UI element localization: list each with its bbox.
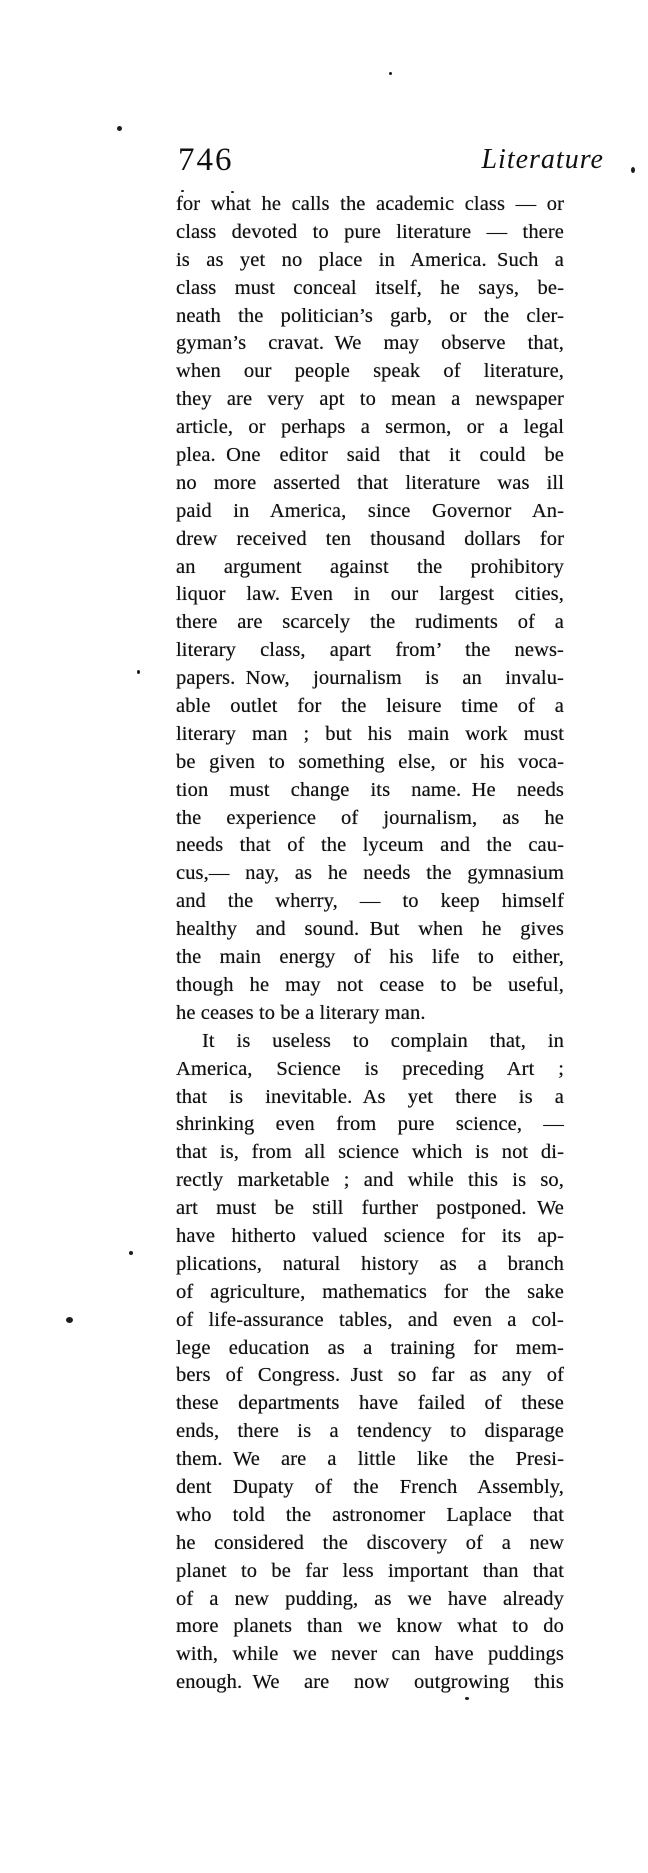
text-line: them. We are a little like the Presi- (176, 1448, 564, 1471)
text-line: of a new pudding, as we have already (176, 1587, 564, 1610)
text-line: for what he calls the academic class — or (176, 193, 564, 215)
text-line: America, Science is preceding Art ; (176, 1057, 564, 1080)
page-number: 746 (178, 142, 234, 178)
text-line: literary man ; but his main work must (176, 722, 564, 745)
text-line: they are very apt to mean a newspaper (176, 388, 564, 411)
text-line: needs that of the lyceum and the cau- (176, 834, 564, 857)
running-title: Literature (481, 144, 604, 175)
text-line: he ceases to be a literary man. (176, 1001, 426, 1024)
text-line: of life-assurance tables, and even a col- (176, 1308, 564, 1331)
text-line: class must conceal itself, he says, be- (176, 276, 564, 299)
text-line: papers. Now, journalism is an invalu- (176, 667, 564, 690)
body-text-column (176, 191, 564, 1697)
text-line: no more asserted that literature was ill (176, 471, 564, 494)
text-line: be given to something else, or his voca- (176, 750, 564, 773)
paragraph (176, 191, 564, 1028)
text-line: is as yet no place in America. Such a (176, 248, 564, 271)
text-line: article, or perhaps a sermon, or a legal (176, 416, 564, 439)
text-line: these departments have failed of these (176, 1392, 564, 1415)
text-line: of agriculture, mathematics for the sake (176, 1280, 564, 1303)
text-line: that is, from all science which is not di- (176, 1141, 564, 1164)
text-line: tion must change its name. He needs (176, 778, 564, 801)
ink-speck (117, 126, 122, 131)
text-line: who told the astronomer Laplace that (176, 1503, 564, 1526)
ink-speck (389, 72, 392, 75)
text-line: class devoted to pure literature — there (176, 220, 564, 243)
text-line: plea. One editor said that it could be (176, 444, 564, 467)
text-line: with, while we never can have puddings (176, 1643, 564, 1666)
ink-speck (181, 190, 184, 192)
text-line: neath the politician’s garb, or the cler- (176, 304, 564, 327)
text-line: cus,— nay, as he needs the gymnasium (176, 862, 564, 885)
text-line: an argument against the prohibitory (176, 555, 564, 578)
text-line: dent Dupaty of the French Assembly, (176, 1475, 564, 1498)
text-line: bers of Congress. Just so far as any of (176, 1364, 564, 1387)
running-head (176, 140, 628, 186)
text-line: gyman’s cravat. We may observe that, (176, 332, 564, 355)
text-line: and the wherry, — to keep himself (176, 890, 564, 913)
text-line: he considered the discovery of a new (176, 1531, 564, 1554)
ink-speck (231, 191, 234, 193)
text-line: that is inevitable. As yet there is a (176, 1085, 564, 1108)
text-line: plications, natural history as a branch (176, 1252, 564, 1275)
text-line: able outlet for the leisure time of a (176, 695, 564, 718)
text-line: healthy and sound. But when he gives (176, 918, 564, 941)
text-line: enough. We are now outgrowing this (176, 1671, 564, 1694)
text-line: more planets than we know what to do (176, 1615, 564, 1638)
text-line: rectly marketable ; and while this is so, (176, 1169, 564, 1192)
paragraph (176, 1028, 564, 1697)
ink-speck (66, 1317, 73, 1323)
ink-speck (137, 670, 140, 674)
text-line: lege education as a training for mem- (176, 1336, 564, 1359)
ink-speck (631, 167, 635, 173)
text-line: planet to be far less important than that (176, 1559, 564, 1582)
text-line: have hitherto valued science for its ap- (176, 1224, 564, 1247)
text-line: when our people speak of literature, (176, 360, 564, 383)
text-line: there are scarcely the rudiments of a (176, 611, 564, 634)
text-line: drew received ten thousand dollars for (176, 527, 564, 550)
text-line: shrinking even from pure science, — (176, 1113, 564, 1136)
text-line: the experience of journalism, as he (176, 806, 564, 829)
text-line: It is useless to complain that, in (202, 1029, 564, 1052)
ink-speck (129, 1251, 133, 1255)
ink-speck (465, 1697, 469, 1700)
text-line: the main energy of his life to either, (176, 946, 564, 969)
text-line: ends, there is a tendency to disparage (176, 1420, 564, 1443)
text-line: paid in America, since Governor An- (176, 499, 564, 522)
text-line: liquor law. Even in our largest cities, (176, 583, 564, 606)
text-line: art must be still further postponed. We (176, 1197, 564, 1220)
text-line: literary class, apart from’ the news- (176, 639, 564, 662)
text-line: though he may not cease to be useful, (176, 973, 564, 996)
